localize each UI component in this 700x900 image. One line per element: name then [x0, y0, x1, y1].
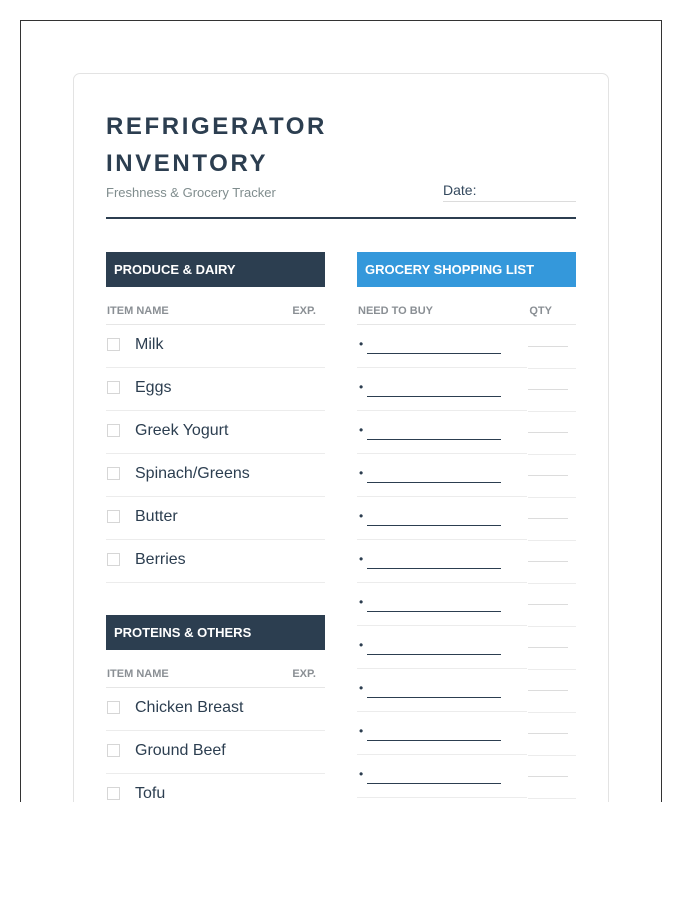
shopping-row — [357, 368, 576, 411]
proteins-section-header: PROTEINS & OTHERS — [106, 615, 325, 650]
bullet-icon: • — [359, 380, 364, 394]
column-header-need-to-buy: NEED TO BUY — [358, 305, 433, 317]
qty-field[interactable] — [528, 561, 568, 562]
qty-field[interactable] — [528, 518, 568, 519]
qty-field[interactable] — [528, 690, 568, 691]
inventory-row — [106, 688, 325, 731]
shopping-row — [357, 712, 576, 755]
shopping-row — [357, 755, 576, 798]
page-subtitle: Freshness & Grocery Tracker — [106, 185, 276, 200]
shopping-row — [357, 540, 576, 583]
inventory-row — [106, 774, 325, 802]
header-divider — [106, 217, 576, 219]
need-to-buy-field[interactable] — [367, 439, 501, 440]
shopping-row — [357, 325, 576, 368]
need-to-buy-field[interactable] — [367, 654, 501, 655]
item-checkbox[interactable] — [107, 467, 120, 480]
item-checkbox[interactable] — [107, 381, 120, 394]
produce-section-header: PRODUCE & DAIRY — [106, 252, 325, 287]
shopping-list-section — [357, 252, 576, 798]
item-name: Tofu — [135, 785, 166, 802]
qty-field[interactable] — [528, 475, 568, 476]
need-to-buy-field[interactable] — [367, 568, 501, 569]
shopping-column-headers — [357, 287, 576, 325]
item-checkbox[interactable] — [107, 553, 120, 566]
need-to-buy-field[interactable] — [367, 482, 501, 483]
bullet-icon: • — [359, 552, 364, 566]
title-line-1: REFRIGERATOR — [106, 113, 327, 140]
shopping-row — [357, 626, 576, 669]
qty-field[interactable] — [528, 647, 568, 648]
inventory-row — [106, 540, 325, 583]
need-to-buy-field[interactable] — [367, 353, 501, 354]
item-checkbox[interactable] — [107, 424, 120, 437]
qty-field[interactable] — [528, 389, 568, 390]
bullet-icon: • — [359, 767, 364, 781]
page-title — [106, 108, 327, 182]
shopping-rows — [357, 325, 576, 798]
qty-field[interactable] — [528, 346, 568, 347]
bullet-icon: • — [359, 337, 364, 351]
inventory-row — [106, 411, 325, 454]
bullet-icon: • — [359, 724, 364, 738]
shopping-row — [357, 583, 576, 626]
inventory-row — [106, 731, 325, 774]
bullet-icon: • — [359, 466, 364, 480]
bullet-icon: • — [359, 681, 364, 695]
bullet-icon: • — [359, 595, 364, 609]
bullet-icon: • — [359, 509, 364, 523]
qty-field[interactable] — [528, 432, 568, 433]
qty-field[interactable] — [528, 776, 568, 777]
title-line-2: INVENTORY — [106, 150, 269, 177]
item-name: Berries — [135, 551, 186, 568]
row-divider — [357, 797, 527, 798]
item-checkbox[interactable] — [107, 787, 120, 800]
date-label: Date: — [443, 182, 477, 198]
produce-column-headers — [106, 287, 325, 325]
item-name: Butter — [135, 508, 178, 525]
inventory-row — [106, 454, 325, 497]
qty-field[interactable] — [528, 733, 568, 734]
item-name: Eggs — [135, 379, 172, 396]
proteins-section — [106, 615, 325, 802]
row-divider — [528, 798, 576, 799]
column-header-exp: EXP. — [292, 668, 316, 680]
need-to-buy-field[interactable] — [367, 611, 501, 612]
item-checkbox[interactable] — [107, 510, 120, 523]
shopping-row — [357, 411, 576, 454]
need-to-buy-field[interactable] — [367, 525, 501, 526]
column-header-qty: QTY — [529, 305, 552, 317]
item-name: Milk — [135, 336, 164, 353]
qty-field[interactable] — [528, 604, 568, 605]
item-checkbox[interactable] — [107, 744, 120, 757]
shopping-row — [357, 669, 576, 712]
shopping-row — [357, 497, 576, 540]
column-header-item-name: ITEM NAME — [107, 305, 169, 317]
need-to-buy-field[interactable] — [367, 697, 501, 698]
item-name: Ground Beef — [135, 742, 226, 759]
produce-section — [106, 252, 325, 583]
shopping-list-header: GROCERY SHOPPING LIST — [357, 252, 576, 287]
item-checkbox[interactable] — [107, 338, 120, 351]
shopping-row — [357, 454, 576, 497]
inventory-row — [106, 325, 325, 368]
need-to-buy-field[interactable] — [367, 740, 501, 741]
inventory-row — [106, 368, 325, 411]
date-field[interactable] — [443, 201, 576, 202]
bullet-icon: • — [359, 638, 364, 652]
bullet-icon: • — [359, 423, 364, 437]
need-to-buy-field[interactable] — [367, 396, 501, 397]
need-to-buy-field[interactable] — [367, 783, 501, 784]
item-name: Greek Yogurt — [135, 422, 229, 439]
item-name: Chicken Breast — [135, 699, 244, 716]
inventory-row — [106, 497, 325, 540]
proteins-column-headers — [106, 650, 325, 688]
column-header-exp: EXP. — [292, 305, 316, 317]
item-name: Spinach/Greens — [135, 465, 250, 482]
column-header-item-name: ITEM NAME — [107, 668, 169, 680]
item-checkbox[interactable] — [107, 701, 120, 714]
